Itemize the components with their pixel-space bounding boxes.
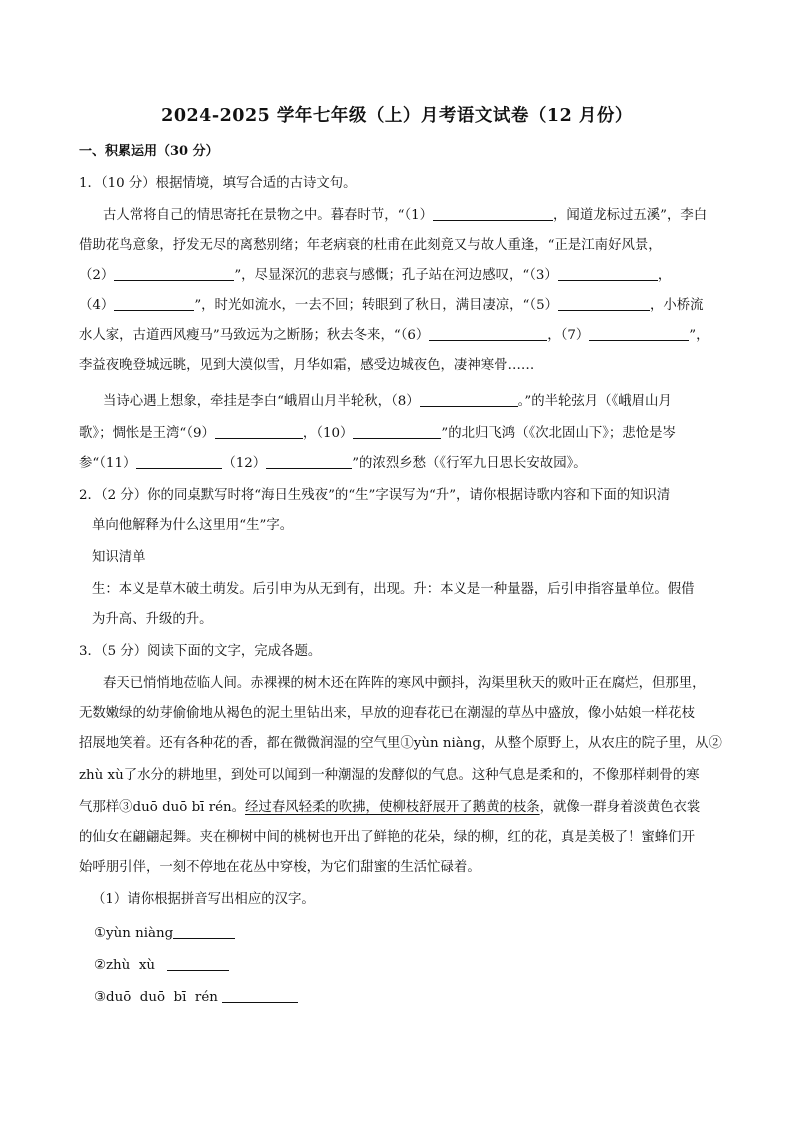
text: ”， <box>689 328 710 343</box>
text: ， <box>657 268 672 283</box>
knowledge-def-line1: 生：本义是草木破土萌发。后引申为从无到有，出现。升：本义是一种量器，后引申指容量单位。假借 <box>92 582 695 597</box>
passage-line7: 始呼朋引伴，一刻不停地在花丛中穿梭，为它们甜蜜的生活忙碌着。 <box>79 860 481 875</box>
q1-para1-line6: 李益夜晚登城远眺，见到大漠似雪，月华如霜，感受边城夜色，凄神寒骨…… <box>79 358 535 373</box>
passage-line1: 春天已悄悄地莅临人间。赤裸裸的树木还在阵阵的寒风中颤抖，沟渠里秋天的败叶正在腐烂，但那里， <box>103 676 706 691</box>
question-1-stem: 1．（10 分）根据情境，填写合适的古诗文句。 <box>79 176 357 191</box>
blank-9 <box>215 424 303 439</box>
text: ，闻道龙标过五溪”，李白 <box>553 208 708 223</box>
pinyin-text: ①yùn niàng <box>94 926 174 941</box>
blank-2 <box>114 266 234 281</box>
blank-1 <box>433 206 553 221</box>
page-title: 2024-2025 学年七年级（上）月考语文试卷（12 月份） <box>161 106 633 126</box>
text: ，小桥流 <box>649 298 704 313</box>
question-2-stem-line2: 单向他解释为什么这里用“生”字。 <box>92 518 294 533</box>
blank-12 <box>266 454 352 469</box>
question-2-stem-line1: 2．（2 分）你的同桌默写时将“海日生残夜”的“生”字误写为“升”，请你根据诗歌内容和下面的知识清 <box>79 488 671 503</box>
text: ”的北归飞鸿（《次北固山下》；悲怆是岑 <box>441 426 676 441</box>
text: ，（7） <box>547 328 590 343</box>
answer-blank-1 <box>173 924 235 939</box>
text: ，（10） <box>302 426 354 441</box>
text: 歌》；惆怅是王湾“（9） <box>79 426 215 441</box>
pinyin-item-2 <box>94 956 229 976</box>
q1-para2-line1 <box>103 392 672 412</box>
question-3-stem: 3．（5 分）阅读下面的文字，完成各题。 <box>79 644 322 659</box>
q1-para1-line4 <box>79 296 704 316</box>
text: 参“（11） <box>79 456 137 471</box>
q1-para2-line2 <box>79 424 676 444</box>
blank-4 <box>114 296 194 311</box>
text: ”的浓烈乡愁（《行军九日思长安故园》。 <box>352 456 587 471</box>
passage-line2: 无数嫩绿的幼芽偷偷地从褐色的泥土里钻出来，早放的迎春花已在潮湿的草丛中盛放，像小姑娘一样花枝 <box>79 706 695 721</box>
section-heading: 一、积累运用（30 分） <box>79 144 219 159</box>
text: 当诗心遇上想象，牵挂是李白“峨眉山月半轮秋，（8） <box>103 394 420 409</box>
text: ，就像一群身着淡黄色衣裳 <box>539 800 701 815</box>
passage-line3: 招展地笑着。还有各种花的香，都在微微润湿的空气里①yùn niàng，从整个原野上，从农庄的院子里，从② <box>79 736 722 751</box>
q1-para1-line5 <box>79 326 710 346</box>
text: （12） <box>222 456 267 471</box>
passage-line6: 的仙女在翩翩起舞。夹在柳树中间的桃树也开出了鲜艳的花朵，绿的柳，红的花，真是美极了！蜜蜂们开 <box>79 830 695 845</box>
text: ”，时光如流水，一去不回；转眼到了秋日，满目凄凉，“（5） <box>194 298 558 313</box>
blank-3 <box>558 266 658 281</box>
text: （4） <box>79 298 115 313</box>
answer-blank-3 <box>222 988 298 1003</box>
underlined-sentence: 经过春风轻柔的吹拂，使柳枝舒展开了鹅黄的枝条 <box>245 800 540 815</box>
knowledge-def-line2: 为升高、升级的升。 <box>92 612 213 627</box>
blank-10 <box>353 424 441 439</box>
pinyin-item-1 <box>94 924 235 944</box>
q1-para2-line3 <box>79 454 587 474</box>
blank-7 <box>589 326 689 341</box>
sub-question-1: （1）请你根据拼音写出相应的汉字。 <box>92 892 315 907</box>
text: （2） <box>79 268 115 283</box>
knowledge-list-title: 知识清单 <box>92 550 146 565</box>
text: ”，尽显深沉的悲哀与感慨；孔子站在河边感叹，“（3） <box>234 268 558 283</box>
blank-8 <box>420 392 518 407</box>
text: 。”的半轮弦月（《峨眉山月 <box>517 394 672 409</box>
blank-5 <box>558 296 650 311</box>
answer-blank-2 <box>167 956 229 971</box>
blank-6 <box>429 326 547 341</box>
pinyin-item-3 <box>94 988 298 1008</box>
text: 水人家，古道西风瘦马”马致远为之断肠；秋去冬来，“（6） <box>79 328 430 343</box>
text: 气那样③duō duō bī rén。 <box>79 800 246 815</box>
blank-11 <box>136 454 222 469</box>
q1-para1-line2: 借助花鸟意象，抒发无尽的离愁别绪；年老病衰的杜甫在此刻竟又与故人重逢，“正是江南好风景， <box>79 238 662 253</box>
q1-para1-line3 <box>79 266 671 286</box>
pinyin-text: ②zhù xù <box>94 958 155 973</box>
q1-para1-line1 <box>103 206 707 226</box>
passage-line5 <box>79 798 700 818</box>
passage-line4: zhù xù了水分的耕地里，到处可以闻到一种潮湿的发酵似的气息。这种气息是柔和的，不像那样刺骨的寒 <box>79 768 700 783</box>
text: 古人常将自己的情思寄托在景物之中。暮春时节，“（1） <box>103 208 434 223</box>
pinyin-text: ③duō duō bī rén <box>94 990 218 1005</box>
